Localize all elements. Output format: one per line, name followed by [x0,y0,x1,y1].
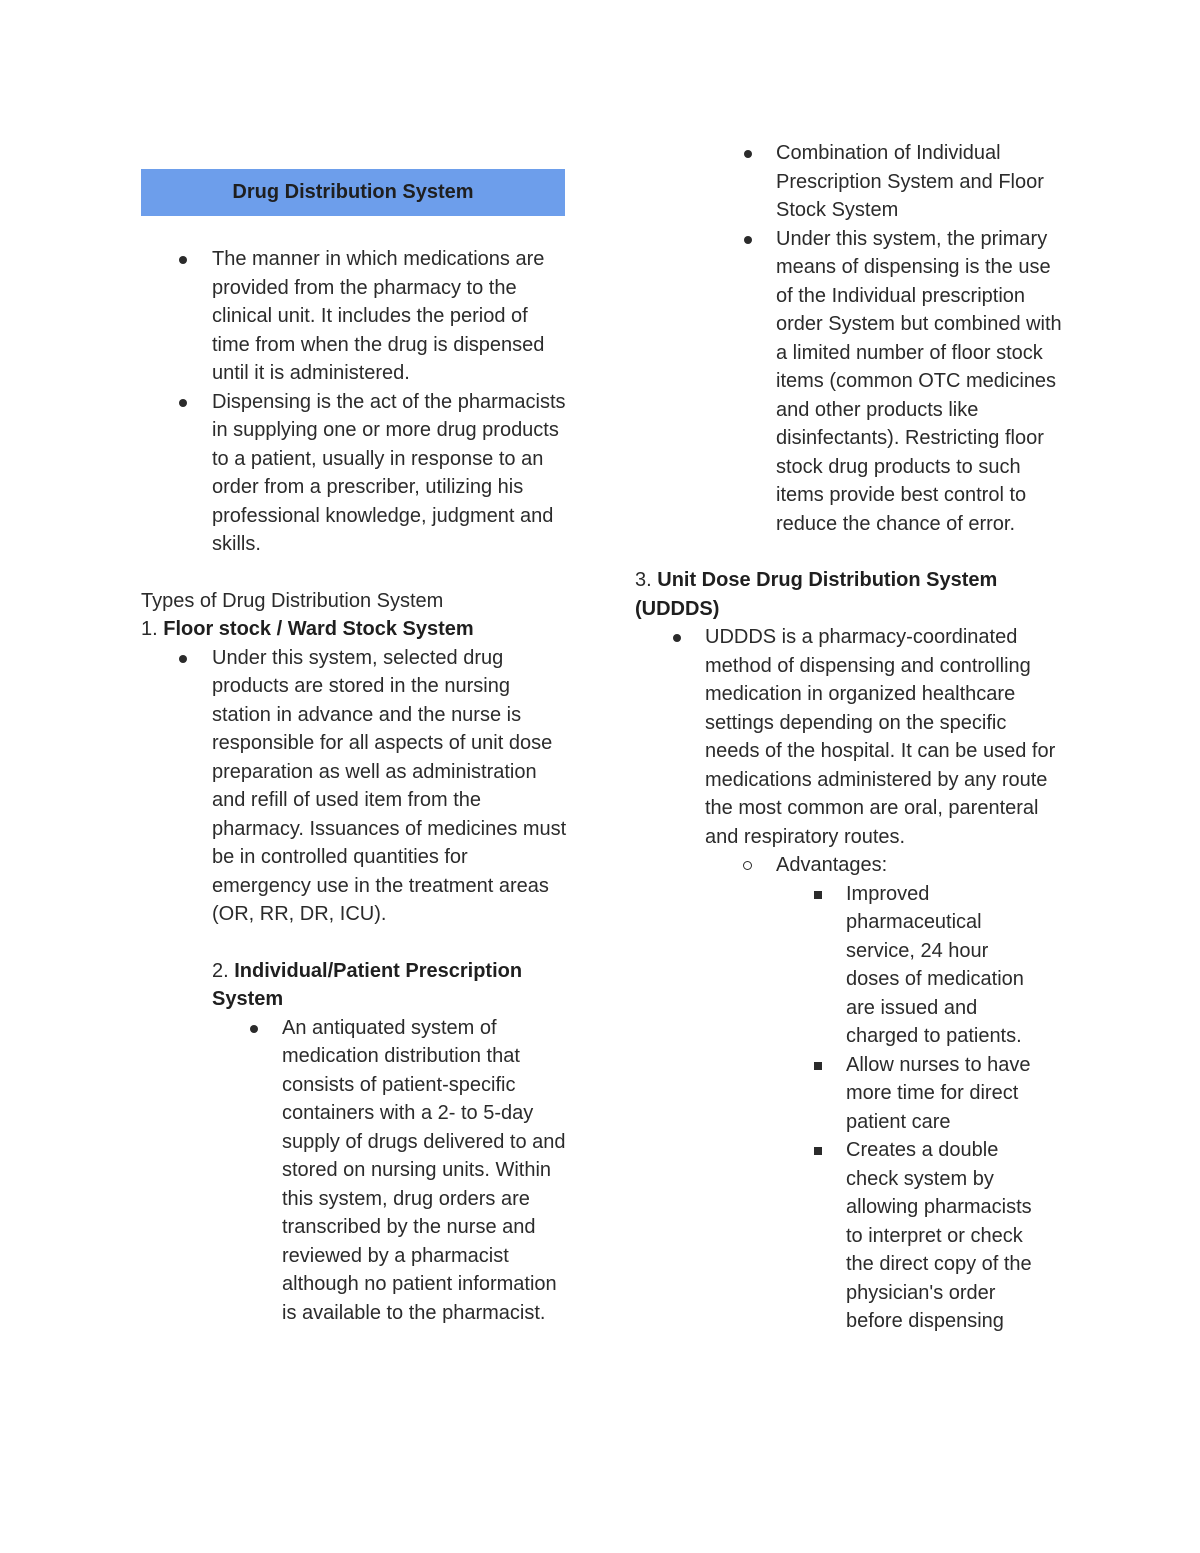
section-heading-1: 1. Floor stock / Ward Stock System [141,618,474,640]
list-item: Improved pharmaceutical service, 24 hour doses of medication are issued and charged to patients. [635,880,1046,1051]
types-heading: Types of Drug Distribution System [141,589,444,612]
section1-list [141,644,571,929]
intro-list [141,245,571,559]
list-item: Dispensing is the act of the pharmacists in supplying one or more drug products to a patient, usually in response to an order from a prescriber, utilizing his professional knowledge, judgment and skills. [141,388,567,559]
advantages-list [635,851,1075,880]
list-item: Combination of Individual Prescription System and Floor Stock System [635,139,1066,225]
section-heading-2: 2. Individual/Patient Prescription System [212,959,523,1010]
section3-list [635,623,1075,851]
section2-list [141,1014,571,1328]
left-column [141,169,571,1327]
combination-list [635,139,1075,538]
list-item: Under this system, the primary means of dispensing is the use of the Individual prescription order System but combined with a limited number of floor stock items (common OTC medicines and other products like disinfectants). Restricting floor stock drug products to such items provide best control to reduce the chance of error. [635,225,1066,539]
right-column [635,139,1075,1336]
list-item: An antiquated system of medication distribution that consists of patient-specific containers with a 2- to 5-day supply of drugs delivered to and stored on nursing units. Within this system, drug orders are transcribed by the nurse and reviewed by a pharmacist although no patient information is available to the pharmacist. [141,1014,567,1328]
list-item: Creates a double check system by allowing pharmacists to interpret or check the direct copy of the physician's order before dispensing [635,1136,1051,1336]
advantages-label: Advantages: [635,851,1075,880]
document-title: Drug Distribution System [141,169,565,216]
advantages-items [635,880,1075,1336]
list-item: Allow nurses to have more time for direct patient care [635,1051,1046,1137]
list-item: The manner in which medications are provided from the pharmacy to the clinical unit. It includes the period of time from when the drug is dispensed until it is administered. [141,245,567,388]
section-heading-3: 3. Unit Dose Drug Distribution System (UDDDS) [635,569,998,620]
list-item: Under this system, selected drug products are stored in the nursing station in advance and the nurse is responsible for all aspects of unit dose preparation as well as administration and refill of used item from the pharmacy. Issuances of medicines must be in controlled quantities for emergency use in the treatment areas (OR, RR, DR, ICU). [141,644,567,929]
list-item: UDDDS is a pharmacy-coordinated method of dispensing and controlling medication in organized healthcare settings depending on the specific needs of the hospital. It can be used for medications administered by any route the most common are oral, parenteral and respiratory routes. [635,623,1065,851]
